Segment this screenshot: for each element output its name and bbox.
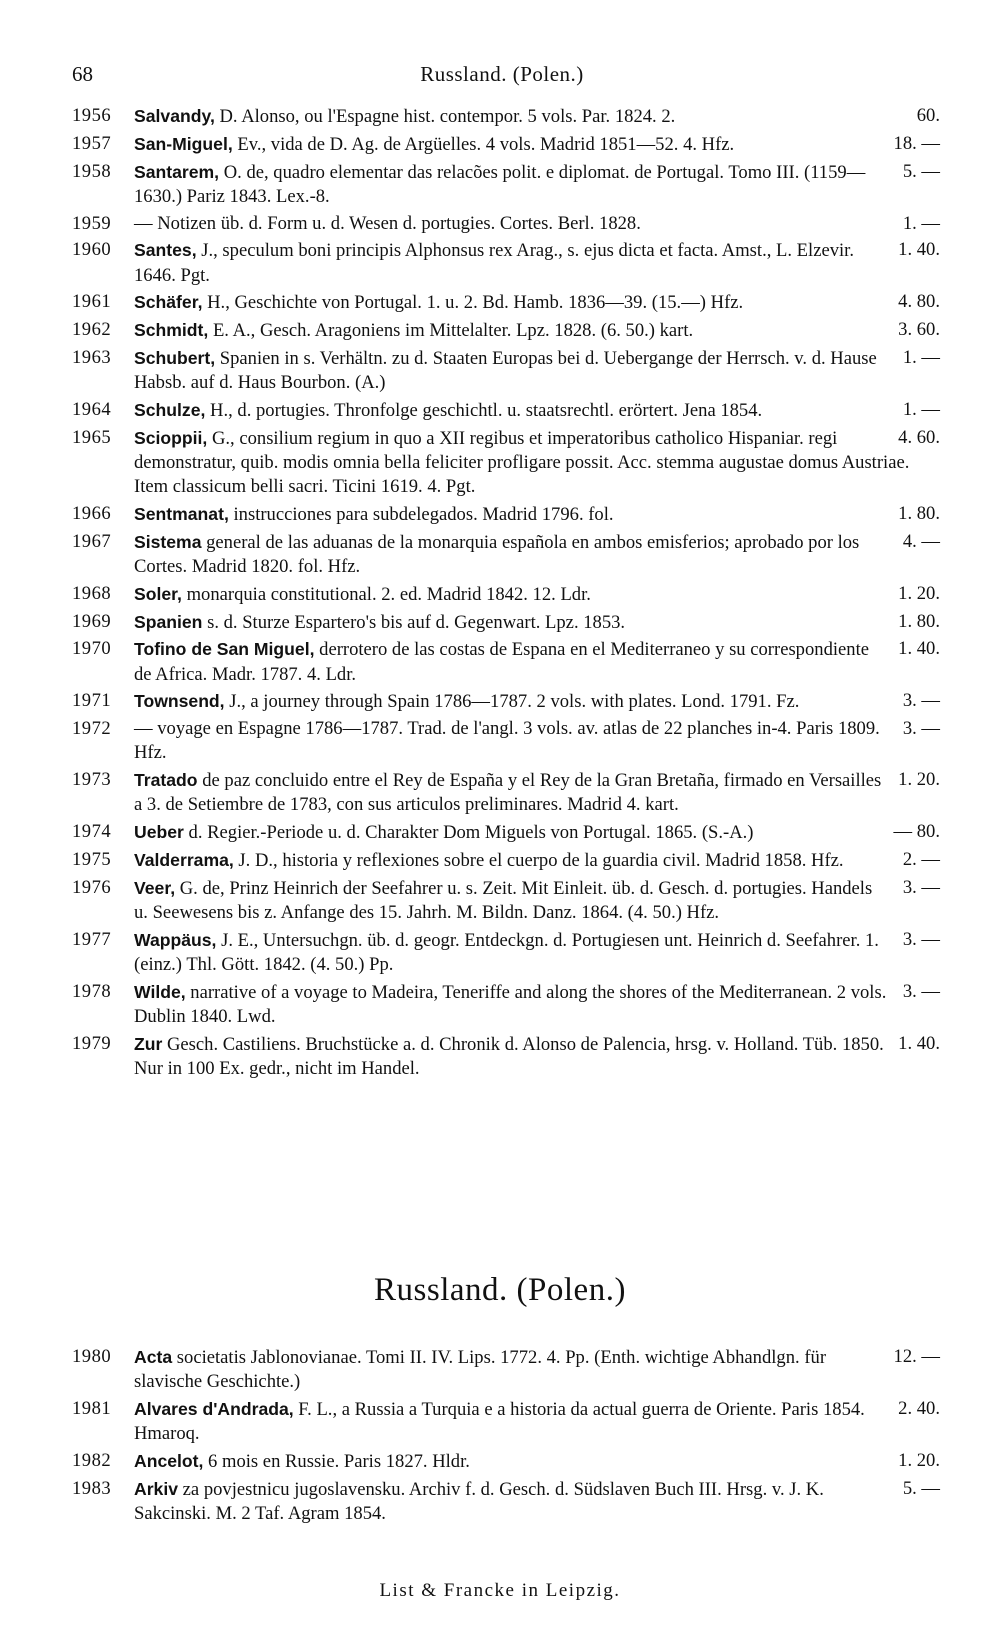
entry-text: G. de, Prinz Heinrich der Seefahrer u. s. Zeit. Mit Einleit. üb. d. Gesch. d. portugies. Handels u. Seewesens bis z. Anfange des 15. Jahrh. M. Bildn. Danz. 1864. (4. 50.) Hfz. <box>134 877 873 923</box>
catalogue-entry <box>72 1397 940 1446</box>
entry-price: 3. — <box>902 928 940 950</box>
entry-price: 1. 20. <box>898 769 940 791</box>
catalogue-entry <box>72 1449 940 1474</box>
entry-keyword: Zur <box>134 1033 163 1054</box>
entry-number: 1965 <box>72 426 112 448</box>
catalogue-entry <box>72 637 940 686</box>
catalogue-entry <box>72 502 940 527</box>
entry-text: — voyage en Espagne 1786—1787. Trad. de l'angl. 3 vols. av. atlas de 22 planches in-4. Paris 1809. Hfz. <box>134 718 880 764</box>
entry-keyword: Townsend, <box>134 691 225 712</box>
catalogue-entry <box>72 398 940 423</box>
entry-keyword: Schubert, <box>134 347 216 368</box>
entry-text: J., a journey through Spain 1786—1787. 2 vols. with plates. Lond. 1791. Fz. <box>224 691 800 713</box>
entry-price: 2. 40. <box>898 1398 940 1419</box>
entry-keyword: Sistema <box>134 531 202 552</box>
entry-text: J., speculum boni principis Alphonsus rex Arag., s. ejus dicta et facta. Amst., L. Elzevir. 1646. Pgt. <box>134 240 854 286</box>
entry-keyword: Schäfer, <box>134 292 203 313</box>
entry-keyword: Ueber <box>134 822 184 843</box>
entry-text: derrotero de las costas de Espana en el Mediterraneo y su correspondiente de Africa. Madr. 1787. 4. Ldr. <box>134 639 869 685</box>
entry-price: 4. 60. <box>898 426 940 448</box>
catalogue-entry <box>72 426 940 500</box>
catalogue-entry <box>72 212 940 236</box>
catalogue-entry <box>72 1477 940 1526</box>
entry-keyword: Valderrama, <box>134 849 234 870</box>
entry-price: 3. — <box>902 718 940 740</box>
entry-price: — 80. <box>893 821 940 843</box>
catalogue-entry <box>72 104 940 129</box>
catalogue-entry <box>72 876 940 925</box>
section-title: Russland. (Polen.) <box>374 1272 626 1308</box>
entry-number: 1974 <box>72 821 112 843</box>
entry-keyword: Tofino de San Miguel, <box>134 639 315 660</box>
entry-number: 1960 <box>72 239 112 261</box>
catalogue-entry <box>72 1032 940 1081</box>
entry-keyword: Acta <box>134 1347 173 1367</box>
entry-number: 1983 <box>72 1477 112 1499</box>
entry-text: H., Geschichte von Portugal. 1. u. 2. Bd. Hamb. 1836—39. (15.—) Hfz. <box>202 292 744 314</box>
page-number: 68 <box>72 62 93 86</box>
entry-number: 1972 <box>72 718 112 740</box>
entry-number: 1959 <box>72 212 112 234</box>
entry-text: O. de, quadro elementar das relacões polit. e diplomat. de Portugal. Tomo III. (1159—1630.) Pariz 1843. Lex.-8. <box>134 161 866 207</box>
entry-text: societatis Jablonovianae. Tomi II. IV. Lips. 1772. 4. Pp. (Enth. wichtige Abhandlgn. für slavische Geschichte.) <box>134 1347 827 1393</box>
entry-price: 3. — <box>902 980 940 1002</box>
entry-number: 1966 <box>72 502 112 524</box>
entry-keyword: Schulze, <box>134 399 206 420</box>
entry-keyword: Arkiv <box>134 1478 179 1499</box>
entry-text: Ev., vida de D. Ag. de Argüelles. 4 vols. Madrid 1851—52. 4. Hfz. <box>232 133 735 155</box>
entry-number: 1963 <box>72 346 112 368</box>
entry-price: 1. 80. <box>898 610 940 632</box>
entry-text: s. d. Sturze Espartero's bis auf d. Gegenwart. Lpz. 1853. <box>202 611 626 633</box>
entry-text: D. Alonso, ou l'Espagne hist. contempor. 5 vols. Par. 1824. 2. <box>214 106 676 127</box>
entry-price: 60. <box>916 105 940 126</box>
catalogue-entry <box>72 582 940 607</box>
entry-price: 1. — <box>902 398 940 420</box>
entry-price: 1. 20. <box>898 1450 940 1471</box>
catalogue-entry <box>72 1345 940 1394</box>
entry-keyword: Santes, <box>134 240 197 261</box>
entry-text: H., d. portugies. Thronfolge geschichtl. u. staatsrechtl. erörtert. Jena 1854. <box>205 399 763 421</box>
entry-text: — Notizen üb. d. Form u. d. Wesen d. portugies. Cortes. Berl. 1828. <box>134 212 641 234</box>
entry-price: 5. — <box>902 1477 940 1499</box>
catalogue-entry <box>72 980 940 1029</box>
catalogue-entry <box>72 238 940 287</box>
entry-number: 1975 <box>72 848 112 870</box>
entry-keyword: Alvares d'Andrada, <box>134 1399 294 1419</box>
entry-number: 1978 <box>72 980 112 1002</box>
entry-text: de paz concluido entre el Rey de España y el Rey de la Gran Bretaña, firmado en Versailles a 3. de Setiembre de 1783, con sus articulos preliminares. Madrid 4. kart. <box>134 770 882 816</box>
page-header <box>72 62 932 92</box>
entry-number: 1957 <box>72 132 112 154</box>
catalogue-entry <box>72 160 940 209</box>
entry-price: 3. — <box>902 876 940 898</box>
catalogue-entry <box>72 717 940 765</box>
entry-price: 1. 40. <box>898 1032 940 1054</box>
entry-text: J. D., historia y reflexiones sobre el cuerpo de la guardia civil. Madrid 1858. Hfz. <box>233 849 844 871</box>
entry-price: 1. 20. <box>898 582 940 604</box>
entry-keyword: Scioppii, <box>134 427 208 448</box>
entry-price: 3. 60. <box>898 319 940 341</box>
entry-number: 1970 <box>72 638 112 660</box>
running-head: Russland. (Polen.) <box>420 62 584 86</box>
entry-text: E. A., Gesch. Aragoniens im Mittelalter. Lpz. 1828. (6. 50.) kart. <box>208 320 694 342</box>
entry-price: 1. — <box>902 212 940 234</box>
entry-number: 1981 <box>72 1398 112 1419</box>
entry-keyword: Spanien <box>134 611 203 632</box>
entry-number: 1980 <box>72 1346 112 1367</box>
entry-keyword: Sentmanat, <box>134 503 229 524</box>
entry-price: 3. — <box>902 690 940 712</box>
entry-text: d. Regier.-Periode u. d. Charakter Dom Miguels von Portugal. 1865. (S.-A.) <box>183 822 754 844</box>
catalogue-entry <box>72 132 940 157</box>
entries-russia-poland <box>72 1345 940 1529</box>
entry-number: 1961 <box>72 291 112 313</box>
entry-number: 1979 <box>72 1032 112 1054</box>
entry-price: 1. — <box>902 346 940 368</box>
entry-text: F. L., a Russia a Turquia e a historia da actual guerra de Oriente. Paris 1854. Hmaroq. <box>134 1399 865 1445</box>
entry-price: 1. 40. <box>898 239 940 261</box>
catalogue-entry <box>72 290 940 315</box>
entry-keyword: Santarem, <box>134 161 220 182</box>
entry-price: 12. — <box>893 1346 940 1367</box>
catalogue-entry <box>72 530 940 579</box>
entry-keyword: San-Miguel, <box>134 133 233 154</box>
catalogue-entry <box>72 689 940 714</box>
catalogue-entry <box>72 346 940 395</box>
entry-price: 4. 80. <box>898 291 940 313</box>
entry-number: 1969 <box>72 610 112 632</box>
entry-text: J. E., Untersuchgn. üb. d. geogr. Entdeckgn. d. Portugiesen unt. Heinrich d. Seefahrer. 1. (einz.) Thl. Gött. 1842. (4. 50.) Pp. <box>134 929 879 975</box>
entry-keyword: Schmidt, <box>134 320 209 341</box>
catalogue-entry <box>72 318 940 343</box>
entry-text: Gesch. Castiliens. Bruchstücke a. d. Chronik d. Alonso de Palencia, hrsg. v. Holland. Tüb. 1850. Nur in 100 Ex. gedr., nicht im Handel. <box>134 1033 884 1079</box>
entry-keyword: Soler, <box>134 583 182 604</box>
entry-text: narrative of a voyage to Madeira, Teneriffe and along the shores of the Mediterranean. 2 vols. Dublin 1840. Lwd. <box>134 981 887 1027</box>
entries-spain-portugal <box>72 104 940 1084</box>
entry-number: 1982 <box>72 1450 112 1471</box>
catalogue-entry <box>72 848 940 873</box>
publisher-footer: List & Francke in Leipzig. <box>379 1580 621 1601</box>
entry-number: 1967 <box>72 530 112 552</box>
entry-text: 6 mois en Russie. Paris 1827. Hldr. <box>203 1451 470 1472</box>
entry-keyword: Wappäus, <box>134 929 217 950</box>
entry-number: 1968 <box>72 582 112 604</box>
entry-price: 1. 40. <box>898 638 940 660</box>
catalogue-entry <box>72 768 940 817</box>
entry-number: 1964 <box>72 398 112 420</box>
entry-text: G., consilium regium in quo a XII regibus et imperatoribus catholico Hispaniar. regi demonstratur, quib. modis omnia bella feliciter profligare possit. Acc. stemma augustae domus Austriae. Item classicum belli sacri. Ticini 1619. 4. Pgt. <box>134 427 910 498</box>
entry-number: 1958 <box>72 160 112 182</box>
entry-keyword: Tratado <box>134 770 198 791</box>
entry-price: 2. — <box>902 848 940 870</box>
entry-price: 18. — <box>893 132 940 154</box>
entry-text: instrucciones para subdelegados. Madrid 1796. fol. <box>228 503 614 525</box>
catalogue-entry <box>72 610 940 635</box>
entry-number: 1962 <box>72 319 112 341</box>
entry-text: general de las aduanas de la monarquia española en ambos emisferios; aprobado por los Cortes. Madrid 1820. fol. Hfz. <box>134 531 860 577</box>
entry-text: monarquia constitutional. 2. ed. Madrid 1842. 12. Ldr. <box>181 583 591 605</box>
entry-price: 4. — <box>902 530 940 552</box>
entry-keyword: Veer, <box>134 877 176 898</box>
entry-text: za povjestnicu jugoslavensku. Archiv f. d. Gesch. d. Südslaven Buch III. Hrsg. v. J. K. Sakcinski. M. 2 Taf. Agram 1854. <box>134 1478 824 1524</box>
entry-number: 1956 <box>72 105 112 126</box>
catalogue-entry <box>72 928 940 977</box>
entry-price: 5. — <box>902 160 940 182</box>
entry-number: 1976 <box>72 876 112 898</box>
entry-keyword: Salvandy, <box>134 106 215 126</box>
entry-keyword: Ancelot, <box>134 1451 204 1471</box>
entry-price: 1. 80. <box>898 502 940 524</box>
entry-text: Spanien in s. Verhältn. zu d. Staaten Europas bei d. Uebergange der Herrsch. v. d. Hause Habsb. auf d. Haus Bourbon. (A.) <box>134 347 877 394</box>
entry-keyword: Wilde, <box>134 981 186 1002</box>
entry-number: 1971 <box>72 690 112 712</box>
entry-number: 1977 <box>72 928 112 950</box>
catalogue-entry <box>72 820 940 845</box>
entry-number: 1973 <box>72 769 112 791</box>
